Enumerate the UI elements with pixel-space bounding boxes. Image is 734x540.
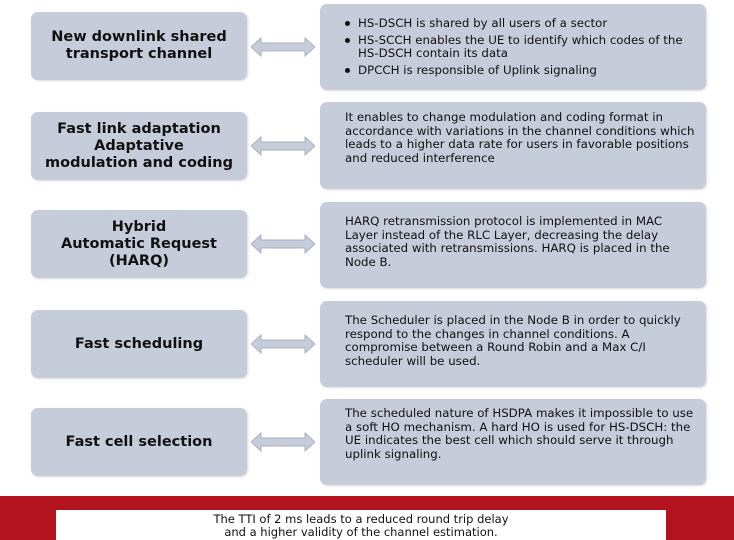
description-box-downlink-channel (320, 4, 706, 90)
feature-box-fast-scheduling: Fast scheduling (31, 310, 247, 378)
footer-note: The TTI of 2 ms leads to a reduced round trip delay and a higher validity of the channel estimation. (56, 510, 666, 540)
double-arrow-icon (251, 136, 315, 156)
double-arrow-icon (251, 234, 315, 254)
description-box-fast-cell-selection: The scheduled nature of HSDPA makes it impossible to use a soft HO mechanism. A hard HO is used for HS-DSCH: the UE indicates the best cell which should serve it through uplink signaling. (320, 399, 706, 485)
bullet-list (344, 17, 698, 77)
feature-box-harq: Hybrid Automatic Request (HARQ) (31, 210, 247, 278)
feature-box-downlink-channel: New downlink shared transport channel (31, 12, 247, 80)
feature-box-link-adaptation: Fast link adaptation Adaptative modulation and coding (31, 112, 247, 180)
description-box-link-adaptation: It enables to change modulation and coding format in accordance with variations in the channel conditions which leads to a higher data rate for users in favorable positions and reduced interference (320, 102, 706, 189)
bullet-item: DPCCH is responsible of Uplink signaling (344, 64, 698, 78)
double-arrow-icon (251, 334, 315, 354)
double-arrow-icon (251, 432, 315, 452)
description-box-harq: HARQ retransmission protocol is implemented in MAC Layer instead of the RLC Layer, decreasing the delay associated with retransmissions. HARQ is placed in the Node B. (320, 202, 706, 288)
bullet-item: HS-SCCH enables the UE to identify which codes of the HS-DSCH contain its data (344, 34, 698, 61)
feature-box-fast-cell-selection: Fast cell selection (31, 408, 247, 476)
description-box-fast-scheduling: The Scheduler is placed in the Node B in order to quickly respond to the changes in channel conditions. A compromise between a Round Robin and a Max C/I scheduler will be used. (320, 301, 706, 387)
double-arrow-icon (251, 37, 315, 57)
bullet-item: HS-DSCH is shared by all users of a sector (344, 17, 698, 31)
